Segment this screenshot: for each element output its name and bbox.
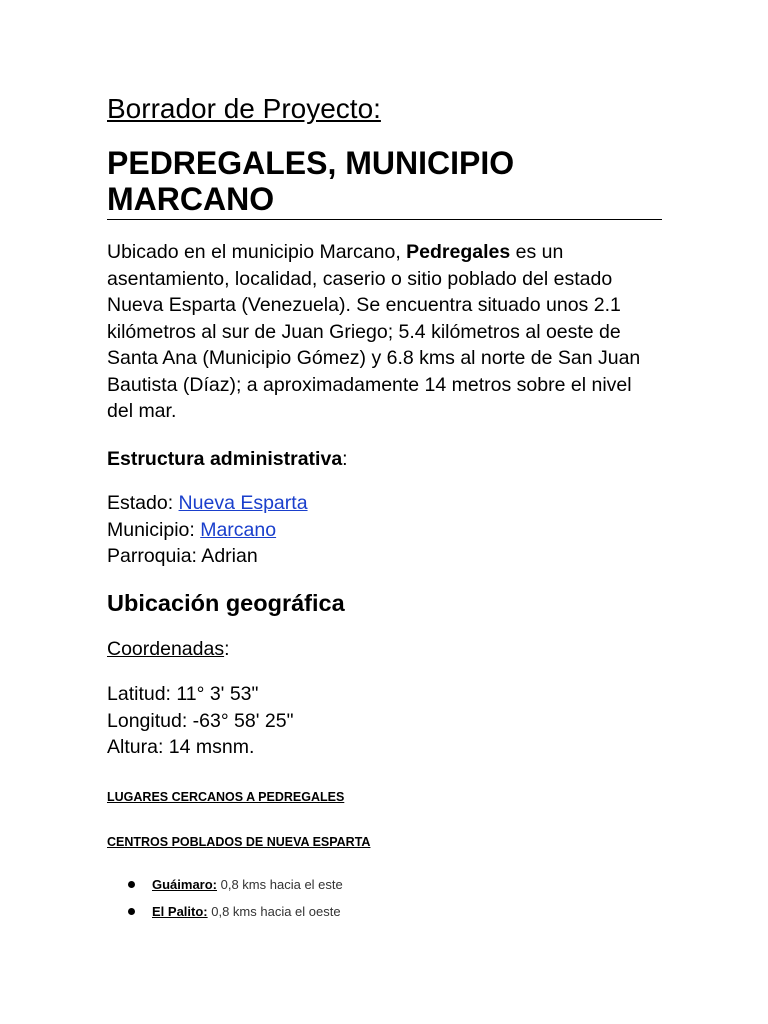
estado-link[interactable]: Nueva Esparta [178,492,308,514]
coordinates-colon: : [224,638,230,660]
longitude-row: Longitud: -63° 58' 25" [107,709,294,732]
admin-structure-heading [107,446,348,472]
nearby-places-heading: LUGARES CERCANOS A PEDREGALES [107,790,345,804]
coordinates-list [107,681,294,761]
intro-text-after: es un asentamiento, localidad, caserio o sitio poblado del estado Nueva Esparta (Venezuela). Se encuentra situado unos 2.1 kilómetros al sur de Juan Griego; 5.4 kilómetros al oeste de Santa Ana (Municipio Gómez) y 6.8 kms al norte de San Juan Bautista (Díaz); a aproximadamente 14 metros sobre el nivel del mar. [107,241,641,422]
draft-title: Borrador de Proyecto: [107,93,381,124]
altitude-row: Altura: 14 msnm. [107,736,255,758]
estado-label: Estado: [107,492,179,514]
intro-paragraph [107,239,662,425]
place-name: El Palito: [152,904,208,919]
intro-bold-place: Pedregales [406,241,511,263]
places-list [128,876,343,930]
estado-row [107,490,308,517]
coordinates-heading [107,636,230,662]
admin-list [107,490,308,570]
latitude-row: Latitud: 11° 3' 53" [107,683,259,705]
place-description: 0,8 kms hacia el este [217,877,343,892]
bullet-icon [128,881,135,888]
admin-heading-label: Estructura administrativa [107,448,343,470]
list-item [128,903,343,930]
populated-centers-heading: CENTROS POBLADOS DE NUEVA ESPARTA [107,835,371,849]
intro-text-before: Ubicado en el municipio Marcano, [107,241,407,263]
geo-location-heading: Ubicación geográfica [107,590,345,616]
main-title: PEDREGALES, MUNICIPIO MARCANO [107,145,662,220]
parroquia-row: Parroquia: Adrian [107,545,258,567]
bullet-icon [128,908,135,915]
admin-heading-colon: : [342,448,348,470]
list-item [128,876,343,903]
municipio-link[interactable]: Marcano [200,518,277,541]
municipio-row [107,517,308,544]
place-description: 0,8 kms hacia el oeste [207,904,341,919]
coordinates-label: Coordenadas [107,638,225,660]
municipio-label: Municipio: [107,518,201,541]
place-name: Guáimaro: [152,877,218,892]
